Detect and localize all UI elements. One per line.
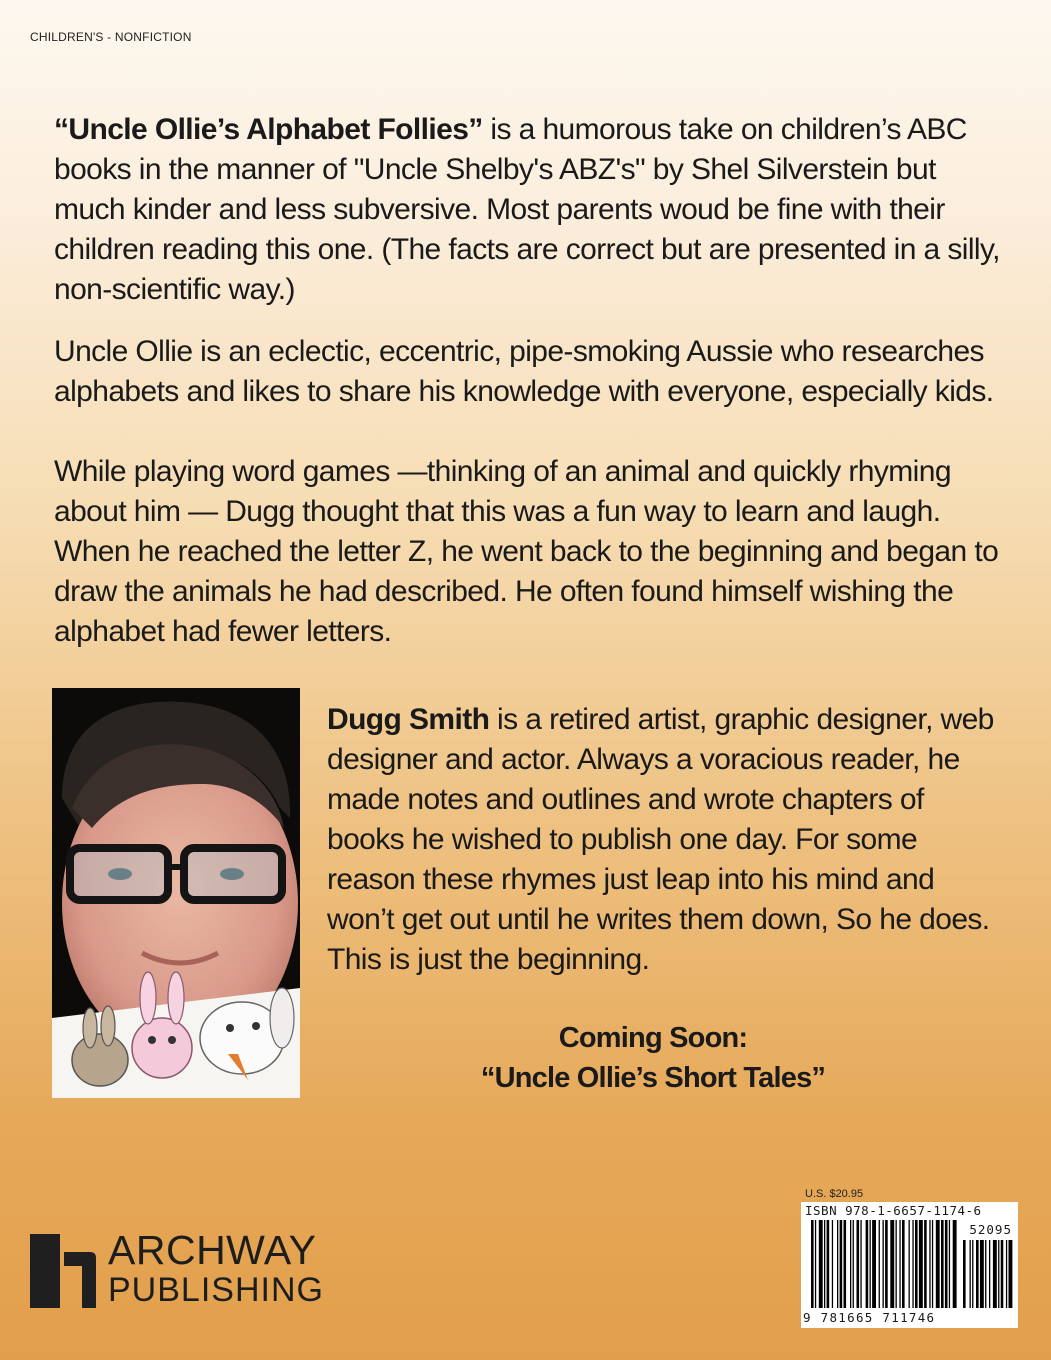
barcode-bar [924, 1220, 927, 1308]
price-barcode-bar [1001, 1240, 1004, 1308]
coming-soon [327, 1018, 979, 1098]
price-barcode-bar [970, 1240, 971, 1308]
barcode-bar [857, 1220, 860, 1308]
barcode-bar [866, 1220, 869, 1308]
publisher-subname: PUBLISHING [108, 1271, 324, 1309]
archway-logo-icon [30, 1234, 96, 1308]
author-bio [327, 700, 1007, 980]
price-barcode-bar [980, 1240, 984, 1308]
price-barcode-bar [989, 1240, 990, 1308]
barcode-bar [885, 1220, 888, 1308]
barcode-bar [872, 1220, 876, 1308]
barcode-bar [850, 1220, 851, 1308]
author-name: Dugg Smith [327, 703, 490, 736]
isbn-barcode [801, 1202, 1018, 1328]
barcode-bar [945, 1220, 948, 1308]
book-title: “Uncle Ollie’s Alphabet Follies” [54, 113, 483, 146]
barcode-bar [870, 1220, 871, 1308]
barcode-bar [879, 1220, 880, 1308]
barcode-bar [840, 1220, 843, 1308]
barcode-bar [811, 1220, 814, 1308]
barcode-bar [824, 1220, 825, 1308]
barcode-bar [815, 1220, 816, 1308]
barcode-bar [844, 1220, 847, 1308]
barcode-bar [902, 1220, 905, 1308]
price-barcode-bar [972, 1240, 973, 1308]
barcode-bar [853, 1220, 854, 1308]
word-games-paragraph: While playing word games —thinking of an animal and quickly rhyming about him — Dugg thought that this was a fun way to learn and laugh. When he reached the letter Z, he went back to the beginning and began to draw the animals he had described. He often found himself wishing the alphabet had fewer letters. [54, 455, 999, 648]
barcode-digits: 9 781665 711746 [803, 1310, 936, 1325]
barcode-bar [941, 1220, 944, 1308]
barcode-bar [899, 1220, 900, 1308]
barcode-bar [890, 1220, 894, 1308]
intro-paragraph [54, 110, 1014, 310]
price-barcode-bar [998, 1240, 999, 1308]
barcode-bar [860, 1220, 861, 1308]
barcode-bar [919, 1220, 923, 1308]
intro-text: is a humorous take on children’s ABC books in the manner of "Uncle Shelby's ABZ's" by Shel Silverstein but much kinder and less subversive. Most parents woud be fine with their children reading this one. (The facts are correct but are presented in a silly, non-scientific way.) [54, 113, 1000, 306]
barcode-bar [915, 1220, 918, 1308]
uncle-ollie-paragraph: Uncle Ollie is an eclectic, eccentric, pipe-smoking Aussie who researches alphabets and likes to share his knowledge with everyone, especially kids. [54, 335, 994, 408]
author-bio-text: is a retired artist, graphic designer, web designer and actor. Always a voracious reader, he made notes and outlines and wrote chapters of books he wished to publish one day. For some reason these rhymes just leap into his mind and won’t get out until he writes them down, So he does. This is just the beginning. [327, 703, 994, 976]
price-code: 52095 [969, 1222, 1012, 1237]
price-barcode-bar [1006, 1240, 1007, 1308]
price-barcode-bar [976, 1240, 979, 1308]
barcode-bar [912, 1220, 913, 1308]
coming-soon-title: “Uncle Ollie’s Short Tales” [480, 1062, 826, 1094]
category-label: CHILDREN'S - NONFICTION [30, 30, 192, 44]
barcode-bar [953, 1220, 957, 1308]
barcode-bar [949, 1220, 950, 1308]
barcode-bar [896, 1220, 897, 1308]
price-barcode-bar [993, 1240, 997, 1308]
publisher-name: ARCHWAY [108, 1227, 317, 1273]
barcode-bar [832, 1220, 833, 1308]
barcode-bar [837, 1220, 838, 1308]
price-label: U.S. $20.95 [805, 1188, 864, 1200]
barcode-bar [819, 1220, 823, 1308]
barcode-bar [936, 1220, 940, 1308]
coming-soon-heading: Coming Soon: [558, 1022, 748, 1054]
barcode-bar [883, 1220, 884, 1308]
price-barcode-bar [985, 1240, 986, 1308]
author-photo [52, 688, 300, 1098]
barcode-bar [827, 1220, 830, 1308]
barcode-bar [909, 1220, 910, 1308]
price-barcode-bar [963, 1240, 966, 1308]
price-barcode-bar [1009, 1240, 1013, 1308]
barcode-bar [932, 1220, 933, 1308]
isbn-text: ISBN 978-1-6657-1174-6 [805, 1203, 982, 1218]
barcode-bar [929, 1220, 930, 1308]
